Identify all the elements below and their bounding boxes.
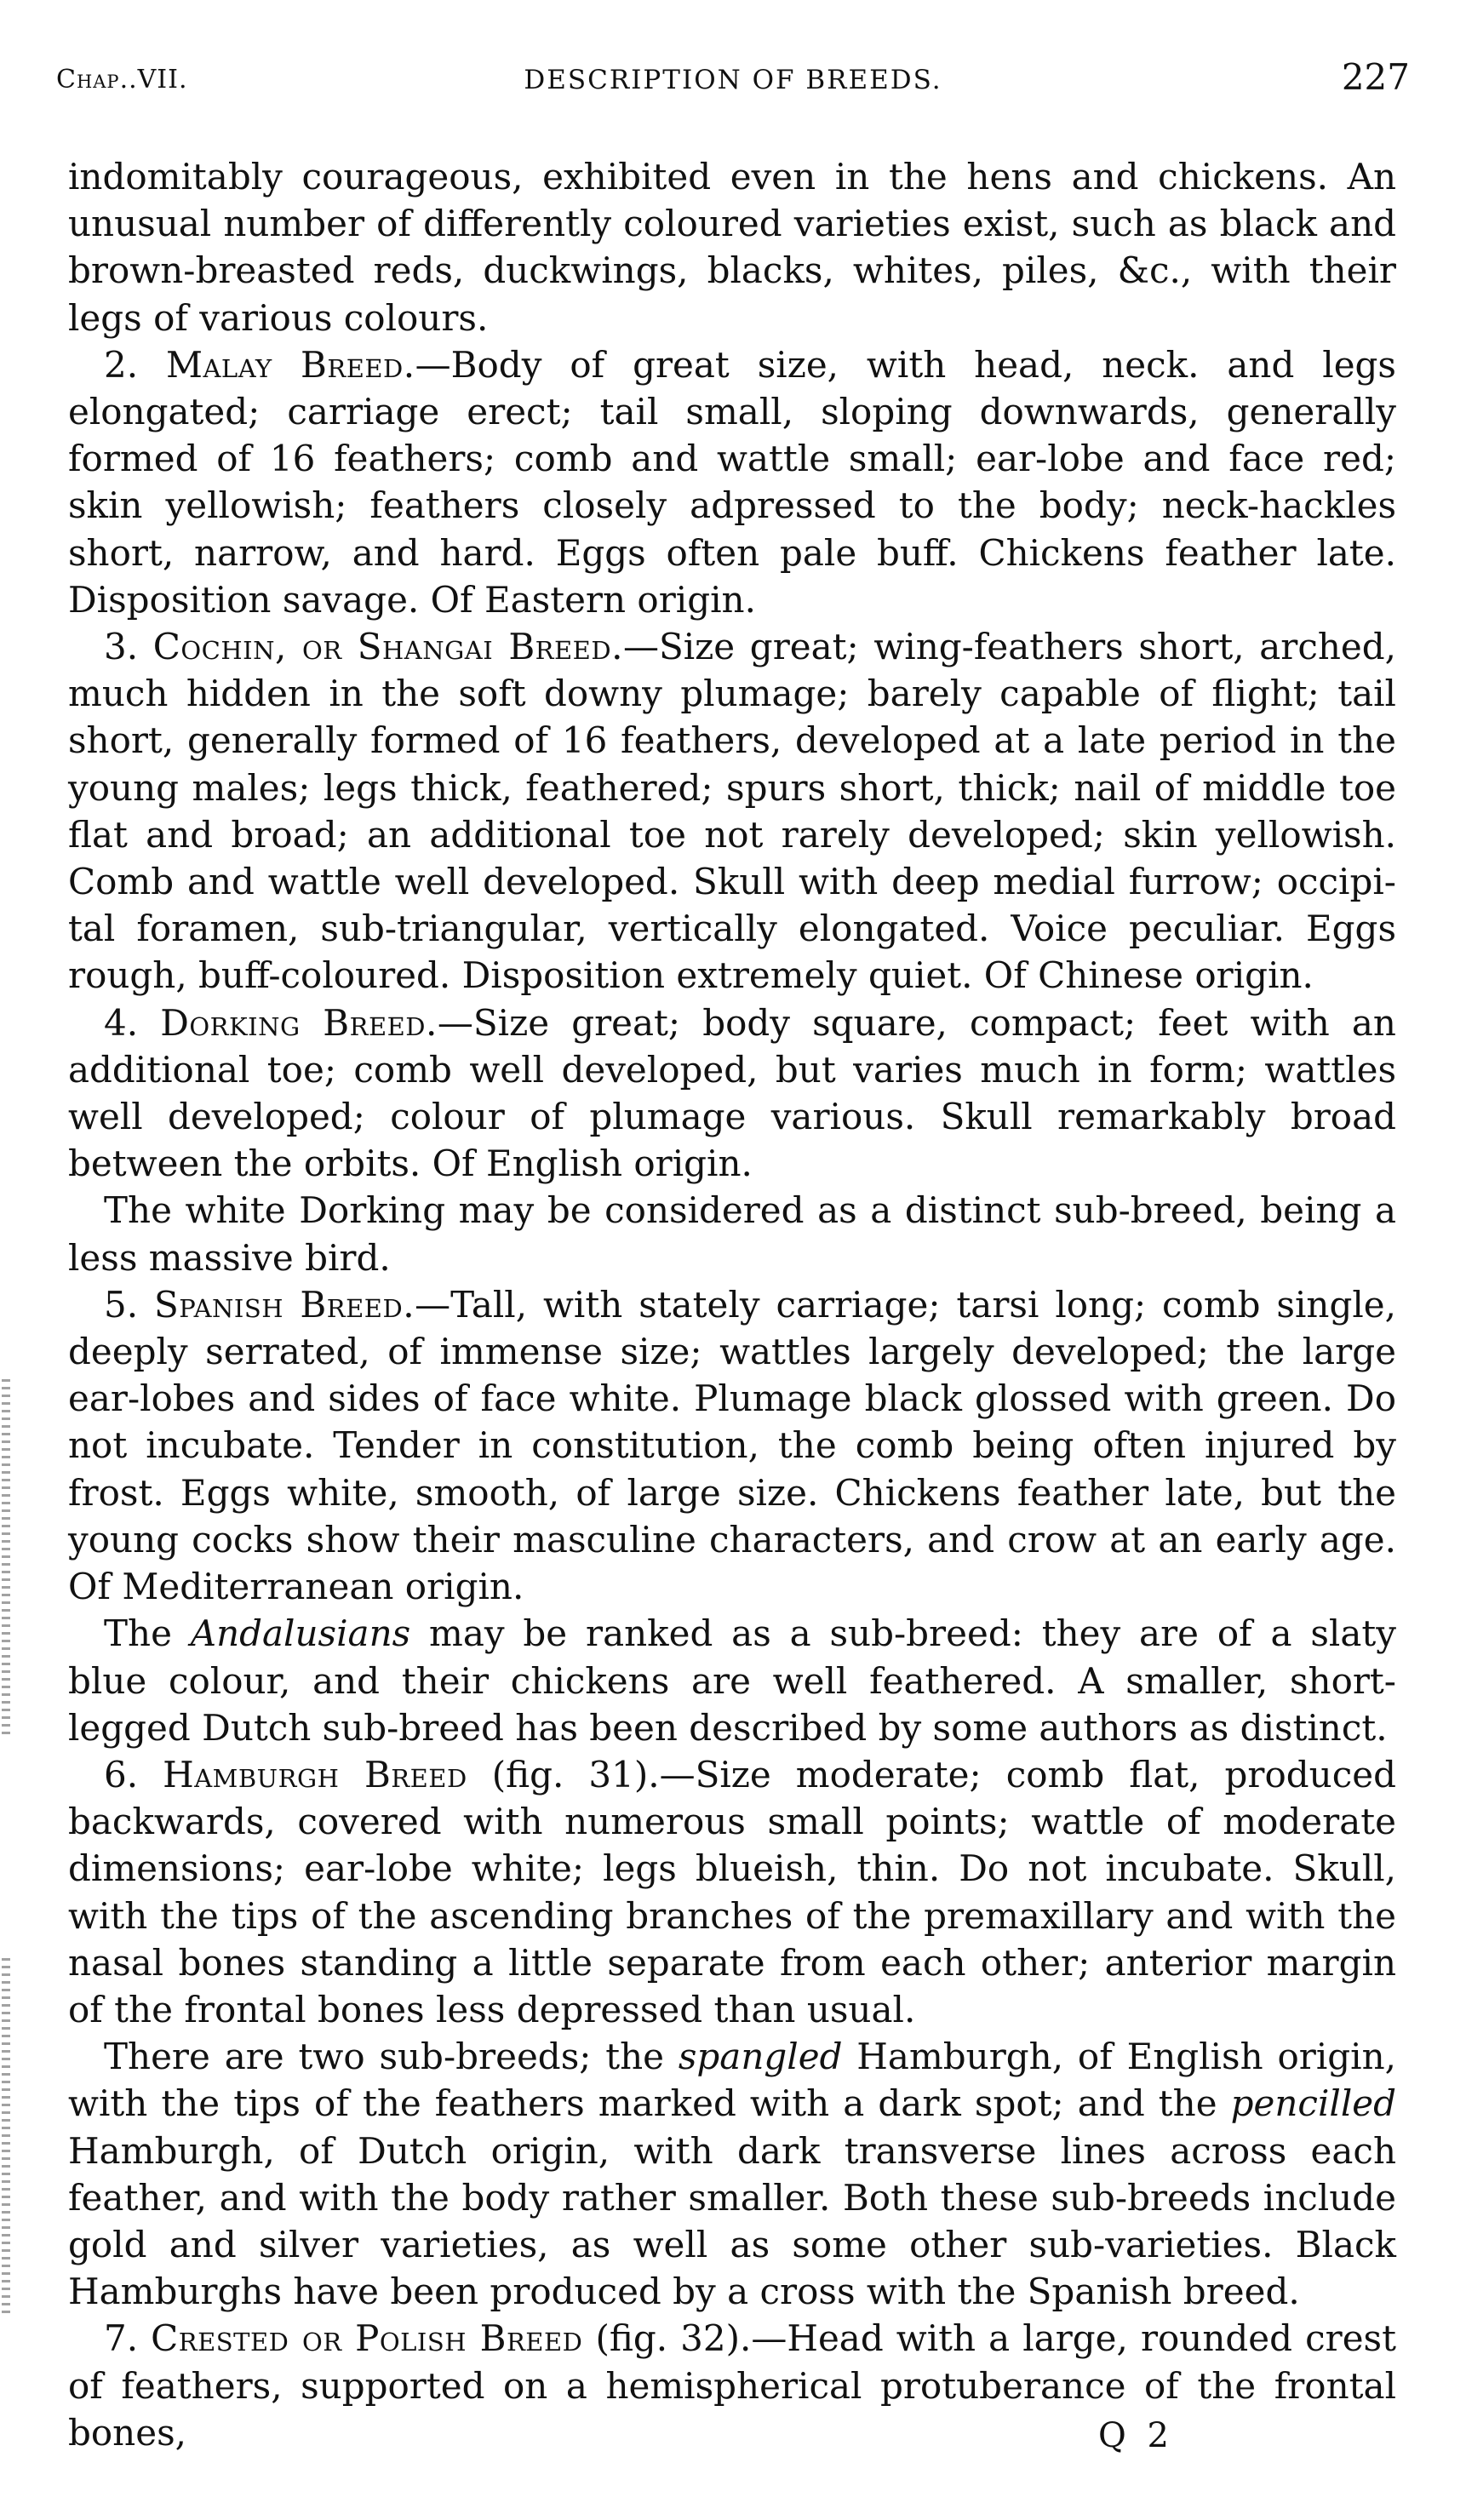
paragraph-text: indomitably courageous, exhibited even in the hens and chickens. An unusual number of differently coloured varieties exist, such as black and brown-breasted reds, duckwings, blacks, whites, piles, &c., with their legs of various colours. [68,156,1396,339]
signature-mark: Q 2 [1098,2416,1174,2455]
paragraph-dorking-breed [68,999,1396,1188]
body-text [68,153,1396,2456]
paragraph-andalusians [68,1610,1396,1751]
item-number: 2. [104,343,166,386]
paragraph-text: There are two sub-breeds; the [104,2036,679,2078]
breed-heading: Dorking Breed. [160,1001,438,1044]
paragraph-hamburgh-sub-breeds [68,2033,1396,2315]
italic-term: pencilled [1230,2082,1396,2125]
page-number: 227 [1341,56,1410,98]
italic-term: Andalusians [190,1612,411,1655]
breed-heading: Hamburgh Breed [163,1753,467,1796]
binding-edge-mark [2,1958,10,2316]
binding-edge-mark [2,1379,10,1737]
chapter-label: Chap..VII. [56,65,188,94]
italic-term: spangled [678,2036,843,2078]
paragraph-malay-breed [68,341,1396,623]
paragraph-text: The [104,1612,191,1655]
paragraph-text: The white Dorking may be considered as a distinct sub-breed, being a less massive bird. [68,1189,1396,1279]
paragraph-text: —Size great; body square, compact; feet with an additional toe; comb well developed, but varies much in form; wattles well developed; colour of plumage various. Skull remarkably broad between the orbits. Of English origin. [68,1001,1396,1185]
paragraph-text: may be ranked as a sub-breed: they are of a slaty blue colour, and their chickens are well feathered. A smaller, short-legged Dutch sub-breed has been described by some authors as distinct. [68,1612,1396,1749]
paragraph-polish-breed [68,2315,1396,2456]
paragraph-text: Hamburgh, of Dutch origin, with dark transverse lines across each feather, and with the body rather smaller. Both these sub-breeds include gold and silver varieties, as well as some other sub-varieties. Black Hamburghs have been produced by a cross with the Spanish breed. [68,2129,1396,2313]
item-number: 4. [104,1001,161,1044]
paragraph-game-continuation [68,153,1396,341]
paragraph-hamburgh-breed [68,1751,1396,2033]
item-number: 3. [104,626,153,668]
paragraph-text: Hamburgh, of English origin, with the tips of the feathers marked with a dark spot; and the [68,2036,1397,2125]
paragraph-spanish-breed [68,1281,1396,1610]
page-running-title: DESCRIPTION OF BREEDS. [524,65,942,95]
running-header [56,56,1410,116]
item-number: 5. [104,1283,154,1326]
breed-heading: Crested or Polish Breed [151,2317,583,2360]
item-number: 7. [104,2317,152,2360]
paragraph-text: —Tall, with stately carriage; tarsi long; comb single, deeply serrated, of immense size; wattles largely developed; the large ear-lobes and sides of face white. Plumage black glossed with green. Do not incubate. Tender in constitution, the comb being often injured by frost. Eggs white, smooth, of large size. Chickens feather late, but the young cocks show their masculine characters, and crow at an early age. Of Mediterranean origin. [68,1283,1396,1608]
paragraph-white-dorking [68,1187,1396,1280]
paragraph-text: —Size great; wing-feathers short, arched, much hidden in the soft downy plumage; barely capable of flight; tail short, generally formed of 16 feathers, developed at a late period in the young males; legs thick, feathered; spurs short, thick; nail of middle toe flat and broad; an additional toe not rarely developed; skin yellowish. Comb and wattle well developed. Skull with deep medial furrow; occipital foramen, sub-triangular, vertically elongated. Voice peculiar. Eggs rough, buff-coloured. Disposition extremely quiet. Of Chinese origin. [68,626,1396,997]
paragraph-text: (fig. 32).—Head with a large, rounded crest of feathers, supported on a hemispherical protuberance of the frontal bones, [68,2317,1396,2454]
breed-heading: Cochin, or Shangai Breed. [152,626,623,668]
paragraph-cochin-breed [68,623,1396,999]
item-number: 6. [104,1753,163,1796]
breed-heading: Spanish Breed. [153,1283,415,1326]
paragraph-text: (fig. 31).—Size moderate; comb flat, produced backwards, covered with numerous small points; wattle of moderate dimensions; ear-lobe white; legs blueish, thin. Do not incubate. Skull, with the tips of the ascending branches of the premaxillary and with the nasal bones standing a little separate from each other; anterior margin of the frontal bones less depressed than usual. [68,1753,1396,2030]
paragraph-text: —Body of great size, with head, neck. and legs elongated; carriage erect; tail small, sloping downwards, generally formed of 16 feathers; comb and wattle small; ear-lobe and face red; skin yellowish; feathers closely adpressed to the body; neck-hackles short, narrow, and hard. Eggs often pale buff. Chickens feather late. Disposition savage. Of Eastern origin. [68,343,1396,621]
breed-heading: Malay Breed. [165,343,415,386]
